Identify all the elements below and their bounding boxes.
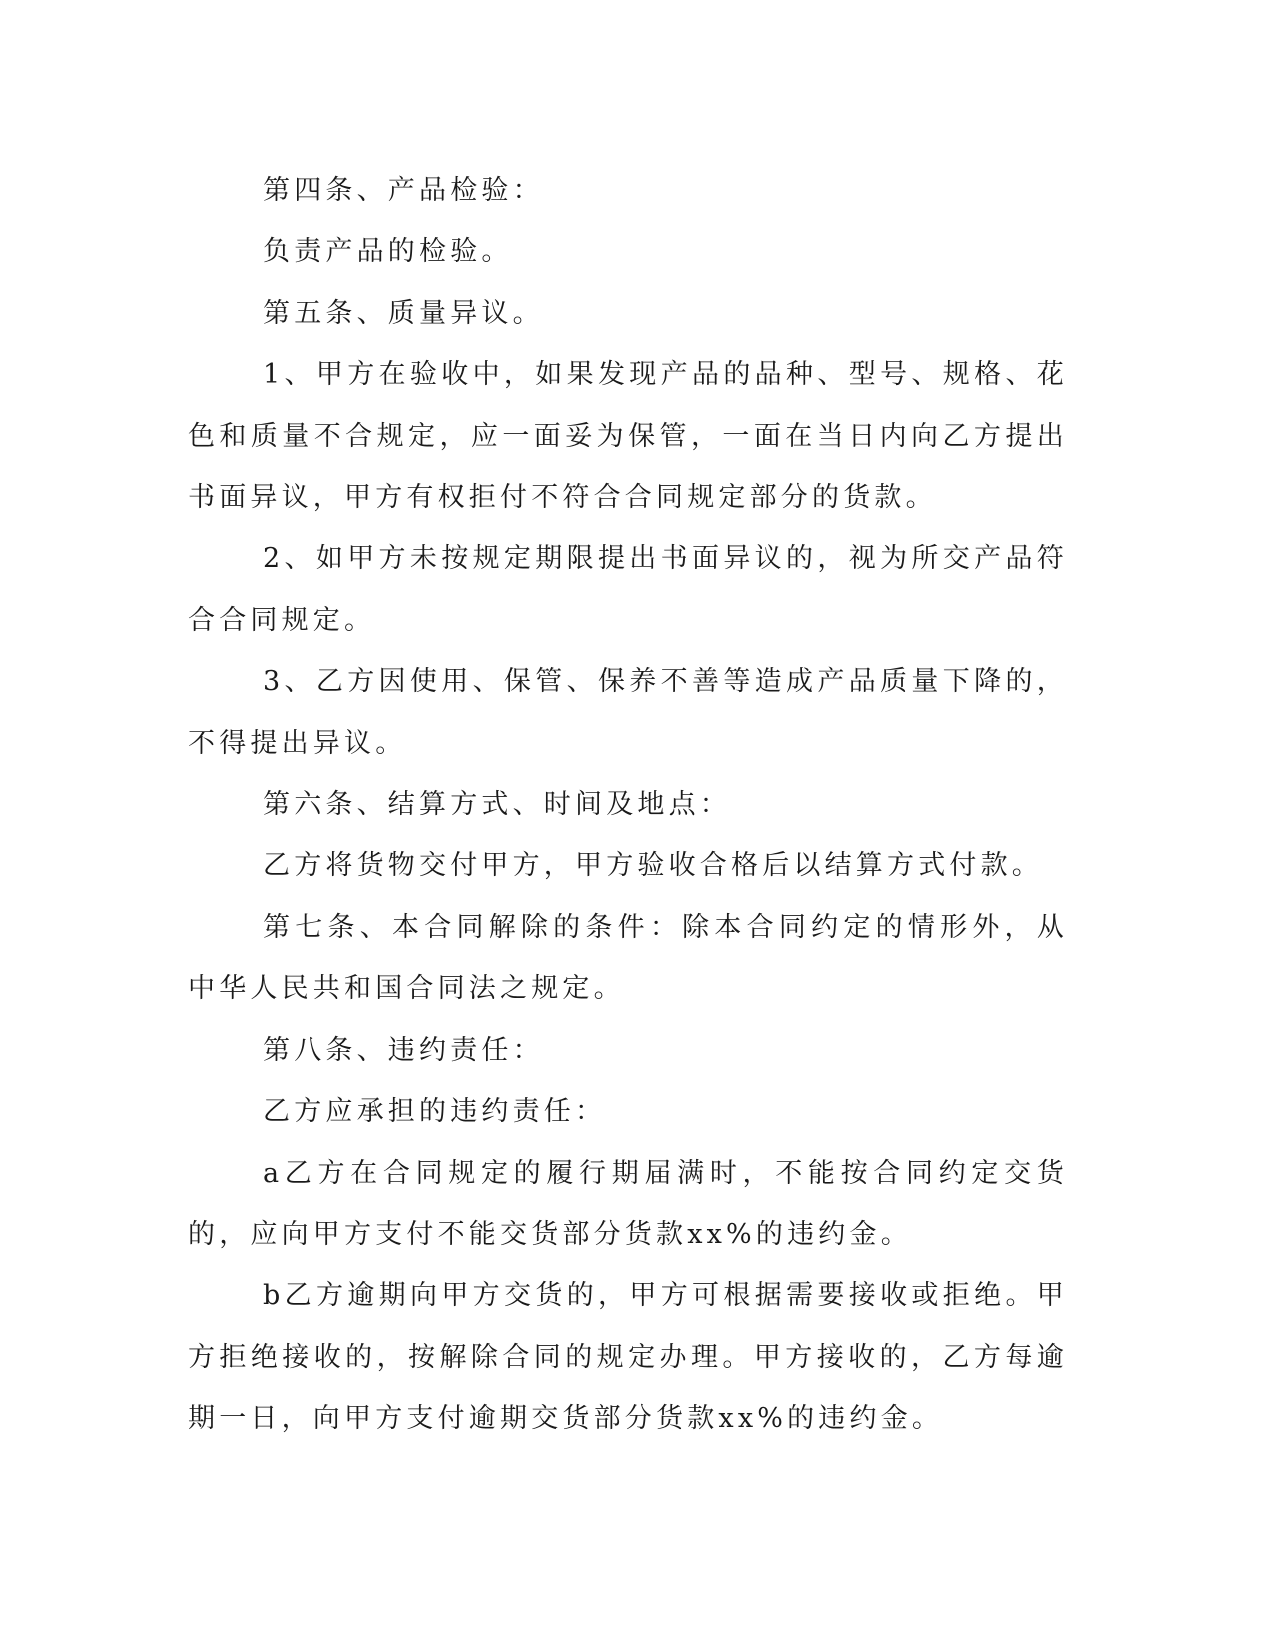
article-4-body: 负责产品的检验。	[263, 236, 513, 268]
article-5-clause-3: 3、乙方因使用、保管、保养不善等造成产品质量下降的，不得提出异议。	[188, 666, 1068, 759]
article-6-body: 乙方将货物交付甲方，甲方验收合格后以结算方式付款。	[263, 850, 1043, 882]
document-page	[188, 160, 1068, 1450]
article-8-clause-b: b乙方逾期向甲方交货的，甲方可根据需要接收或拒绝。甲方拒绝接收的，按解除合同的规定办理。甲方接收的，乙方每逾期一日，向甲方支付逾期交货部分货款xx%的违约金。	[188, 1280, 1068, 1435]
article-5-clause-2: 2、如甲方未按规定期限提出书面异议的，视为所交产品符合合同规定。	[188, 543, 1068, 636]
article-8-subheading: 乙方应承担的违约责任：	[263, 1096, 607, 1128]
article-5-clause-1: 1、甲方在验收中，如果发现产品的品种、型号、规格、花色和质量不合规定，应一面妥为保管，一面在当日内向乙方提出书面异议，甲方有权拒付不符合合同规定部分的货款。	[188, 359, 1068, 514]
article-5-heading: 第五条、质量异议。	[263, 297, 544, 329]
article-8-heading: 第八条、违约责任：	[263, 1034, 544, 1066]
article-8-clause-a: a乙方在合同规定的履行期届满时，不能按合同约定交货的，应向甲方支付不能交货部分货款xx%的违约金。	[188, 1157, 1068, 1250]
article-4-heading: 第四条、产品检验：	[263, 175, 544, 206]
article-7-text: 第七条、本合同解除的条件：除本合同约定的情形外，从中华人民共和国合同法之规定。	[188, 911, 1068, 1005]
article-6-heading: 第六条、结算方式、时间及地点：	[263, 789, 731, 821]
